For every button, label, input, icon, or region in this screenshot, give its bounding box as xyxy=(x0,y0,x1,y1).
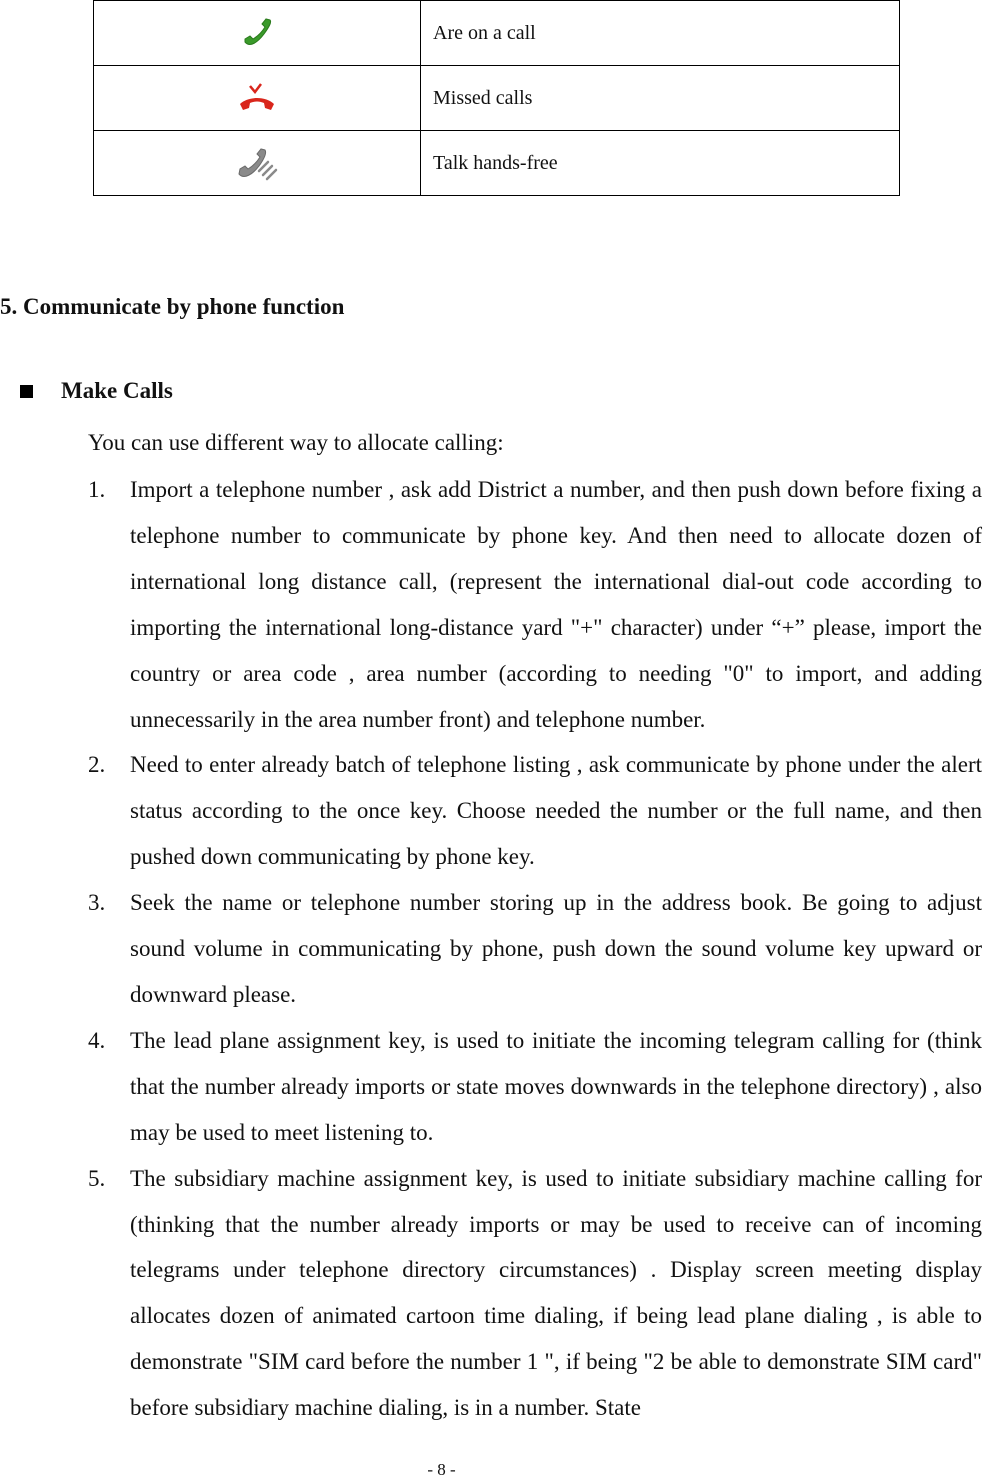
status-label: Missed calls xyxy=(421,66,900,131)
subsection-heading xyxy=(20,378,173,404)
table-row xyxy=(94,131,900,196)
icon-cell xyxy=(94,66,421,131)
section-title: 5. Communicate by phone function xyxy=(0,294,345,319)
page-number: - 8 - xyxy=(427,1460,456,1479)
item-text: Import a telephone number , ask add District a number, and then push down before fixing a telephone number to communicate by phone key. And then need to allocate dozen of international long distance call, (represent the international dial-out code according to importing the international long-distance yard "+" character) under “+” please, import the country or area code , area number (according to needing "0" to import, and adding unnecessarily in the area number front) and telephone number. xyxy=(130,477,982,732)
call-status-table xyxy=(93,0,900,196)
status-label: Talk hands-free xyxy=(421,131,900,196)
item-text: Need to enter already batch of telephone listing , ask communicate by phone under the alert status according to the once key. Choose needed the number or the full name, and then pushed down communicating by phone key. xyxy=(130,752,982,870)
steps-list xyxy=(88,467,982,1431)
item-text: The lead plane assignment key, is used to initiate the incoming telegram calling for (think that the number already imports or state moves downwards in the telephone directory) , also may be used to meet listening to. xyxy=(130,1027,982,1145)
item-number: 3. xyxy=(88,890,106,916)
missed-call-icon xyxy=(238,82,276,114)
table-row xyxy=(94,66,900,131)
square-bullet-icon xyxy=(20,385,33,398)
icon-cell xyxy=(94,131,421,196)
item-text: Seek the name or telephone number storing up in the address book. Be going to adjust sound volume in communicating by phone, push down the sound volume key upward or downward please. xyxy=(130,890,982,1007)
intro-text: You can use different way to allocate calling: xyxy=(88,430,504,455)
handsfree-icon xyxy=(235,144,279,182)
list-item xyxy=(88,742,982,880)
list-item xyxy=(88,467,982,742)
item-number: 5. xyxy=(88,1165,106,1191)
item-number: 4. xyxy=(88,1027,106,1053)
call-active-icon xyxy=(240,18,274,48)
item-number: 2. xyxy=(88,752,106,778)
subsection-title: Make Calls xyxy=(61,378,173,403)
status-label: Are on a call xyxy=(421,1,900,66)
list-item xyxy=(88,880,982,1018)
table-row xyxy=(94,1,900,66)
list-item xyxy=(88,1018,982,1156)
item-text: The subsidiary machine assignment key, is used to initiate subsidiary machine calling for (thinking that the number already imports or may be used to receive can of incoming telegrams under telephone directory circumstances) . Display screen meeting display allocates dozen of animated cartoon time dialing, if being lead plane dialing , is able to demonstrate "SIM card before the number 1 ", if being "2 be able to demonstrate SIM card" before subsidiary machine dialing, is in a number. State xyxy=(130,1165,982,1421)
list-item xyxy=(88,1156,982,1431)
item-number: 1. xyxy=(88,477,106,502)
icon-cell xyxy=(94,1,421,66)
